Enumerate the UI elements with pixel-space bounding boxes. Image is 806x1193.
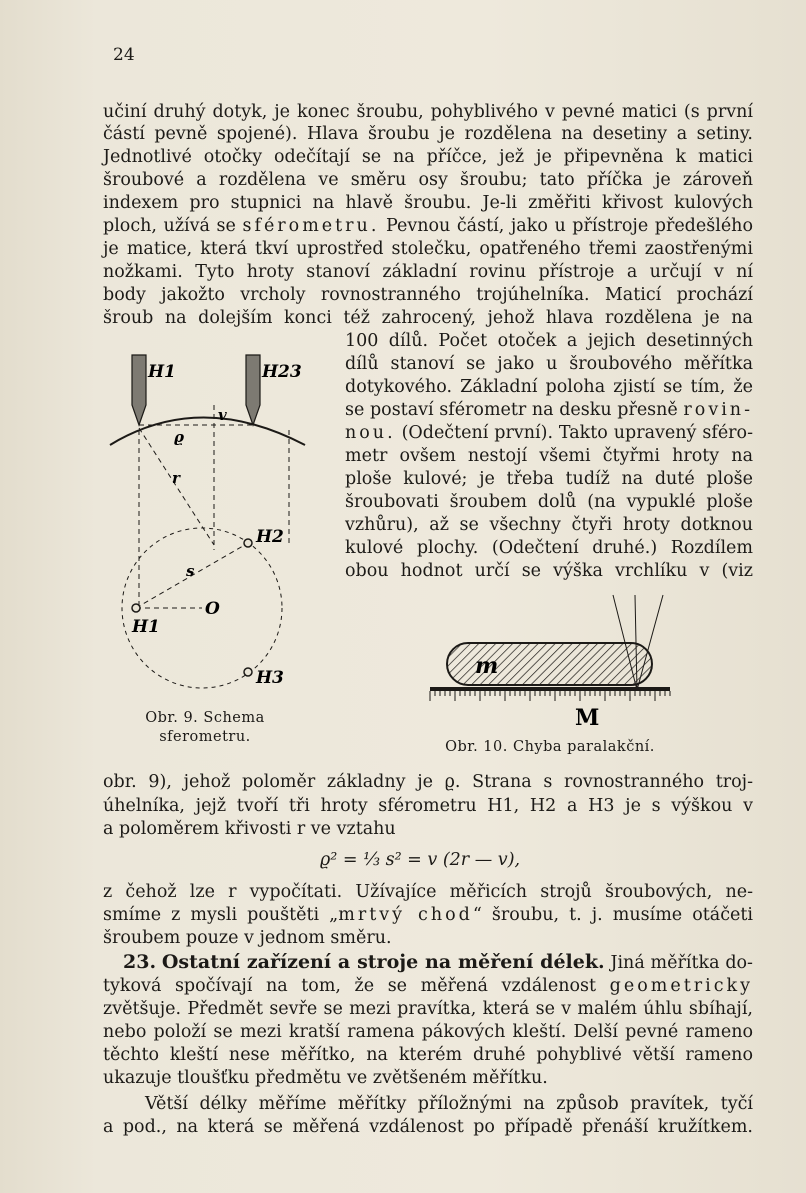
- text-line: [103, 216, 753, 236]
- text-line: těchto kleští nese měřítko, na kterém druhé pohyblivé větší rameno: [103, 1045, 753, 1065]
- text-line: Jednotlivé otočky odečítají se na příčce, jež je připevněna k matici: [103, 147, 753, 167]
- text-line: [345, 423, 753, 443]
- label-rho: ϱ: [174, 428, 184, 446]
- point-h3: [244, 668, 252, 676]
- scale-ticks: [430, 691, 670, 701]
- text-line: [103, 976, 753, 996]
- scale-bar: [430, 687, 670, 691]
- text-span: ploch, užívá se: [103, 216, 236, 236]
- leg-h23: [246, 355, 260, 425]
- text-line: šroub na dolejším konci též zahrocený, jehož hlava rozdělena je na: [103, 308, 753, 328]
- text-line: kulové plochy. (Odečtení druhé.) Rozdílem: [345, 538, 753, 558]
- text-line: částí pevně spojené). Hlava šroubu je rozdělena na desetiny a setiny.: [103, 124, 753, 144]
- text-span: Pevnou částí, jako u přístroje předešlého: [385, 216, 753, 236]
- text-span: se postaví sférometr na desku přesně: [345, 400, 678, 420]
- text-line: 100 dílů. Počet otoček a jejich desetinných: [345, 331, 753, 351]
- text-line: metr ovšem nestojí všemi čtyřmi hroty na: [345, 446, 753, 466]
- text-span: Jiná měřítka do-: [610, 953, 753, 973]
- spaced-term: geometricky: [609, 976, 753, 996]
- text-line: vzhůru), až se všechny čtyři hroty dotknou: [345, 515, 753, 535]
- text-line: z čehož lze r vypočítati. Užívajíce měřicích strojů šroubových, ne-: [103, 882, 753, 902]
- label-h23-top: H23: [262, 362, 302, 382]
- text-line: [103, 905, 753, 925]
- figure-9-caption: [120, 709, 290, 747]
- section-number: 23.: [123, 951, 157, 973]
- text-line: nožkami. Tyto hroty stanoví základní rovinu přístroje a určují v ní: [103, 262, 753, 282]
- leg-h1: [132, 355, 146, 425]
- figure-10-caption: Obr. 10. Chyba paralakční.: [445, 739, 655, 755]
- text-line: obr. 9), jehož poloměr základny je ϱ. Strana s rovnostranného troj-: [103, 772, 753, 792]
- label-h2: H2: [256, 527, 284, 547]
- text-span: tyková spočívají na tom, že se měřená vzdálenost: [103, 976, 597, 996]
- text-line: [345, 400, 753, 420]
- text-line: dotykového. Základní poloha zjistí se tím, že: [345, 377, 753, 397]
- figure-9-spherometer-diagram: [110, 350, 310, 690]
- text-line: dílů stanoví se jako u šroubového měřítka: [345, 354, 753, 374]
- text-line: a poloměrem křivosti r ve vztahu: [103, 819, 396, 839]
- label-s: s: [186, 562, 195, 580]
- figure-10-parallax-diagram: [425, 595, 675, 730]
- point-h2: [244, 539, 252, 547]
- text-span: (Odečtení první). Takto upravený sféro-: [401, 423, 753, 443]
- text-line: body jakožto vrcholy rovnostranného trojúhelníka. Maticí prochází: [103, 285, 753, 305]
- text-line: šroubové a rozdělena ve směru osy šroubu; tato příčka je zároveň: [103, 170, 753, 190]
- text-line: Větší délky měříme měřítky příložnými na způsob pravítek, tyčí: [145, 1094, 753, 1114]
- section-title: Ostatní zařízení a stroje na měření délek.: [161, 951, 605, 973]
- label-m-big: M: [575, 705, 600, 731]
- spaced-term: mrtvý chod: [338, 905, 473, 925]
- page-number: 24: [113, 45, 135, 65]
- caption-line: Obr. 9. Schema: [145, 710, 265, 726]
- text-line: úhelníka, jejž tvoří tři hroty sférometru H1, H2 a H3 je s výškou v: [103, 796, 753, 816]
- label-m-small: m: [475, 653, 499, 679]
- text-line: obou hodnot určí se výška vrchlíku v (viz: [345, 561, 753, 581]
- text-line: zvětšuje. Předmět sevře se mezi pravítka, která se v malém úhlu sbíhají,: [103, 999, 753, 1019]
- text-span: smíme z mysli pouštěti „: [103, 905, 339, 925]
- caption-line: sferometru.: [159, 729, 251, 745]
- spaced-term: sférometru.: [242, 216, 380, 236]
- point-h1: [132, 604, 140, 612]
- text-line: šroubem pouze v jednom směru.: [103, 928, 392, 948]
- formula: ϱ² = ⅓ s² = v (2r — v),: [320, 850, 521, 870]
- label-h3: H3: [256, 668, 284, 688]
- label-v: v: [218, 406, 227, 424]
- text-line: indexem pro stupnici na hlavě šroubu. Je-li změřiti křivost kulových: [103, 193, 753, 213]
- text-line: ploše kulové; je třeba tudíž na duté ploše: [345, 469, 753, 489]
- label-h1-top: H1: [148, 362, 176, 382]
- text-line: je matice, která tkví uprostřed stolečku, opatřeného třemi zaostřenými: [103, 239, 753, 259]
- label-o: O: [205, 599, 220, 619]
- section-heading-line: [123, 952, 753, 973]
- text-span: “ šroubu, t. j. musíme otáčeti: [472, 905, 753, 925]
- text-line: šroubovati šroubem dolů (na vypuklé ploše: [345, 492, 753, 512]
- spaced-term: nou.: [345, 423, 396, 443]
- text-line: a pod., na která se měřená vzdálenost po případě přenáší kružítkem.: [103, 1117, 753, 1137]
- label-h1: H1: [132, 617, 160, 637]
- spaced-term: rovin-: [683, 400, 753, 420]
- text-line: učiní druhý dotyk, je konec šroubu, pohyblivého v pevné matici (s první: [103, 102, 753, 122]
- label-r: r: [172, 469, 180, 487]
- text-line: ukazuje tloušťku předmětu ve zvětšeném měřítku.: [103, 1068, 548, 1088]
- text-line: nebo položí se mezi kratší ramena pákových kleští. Delší pevné rameno: [103, 1022, 753, 1042]
